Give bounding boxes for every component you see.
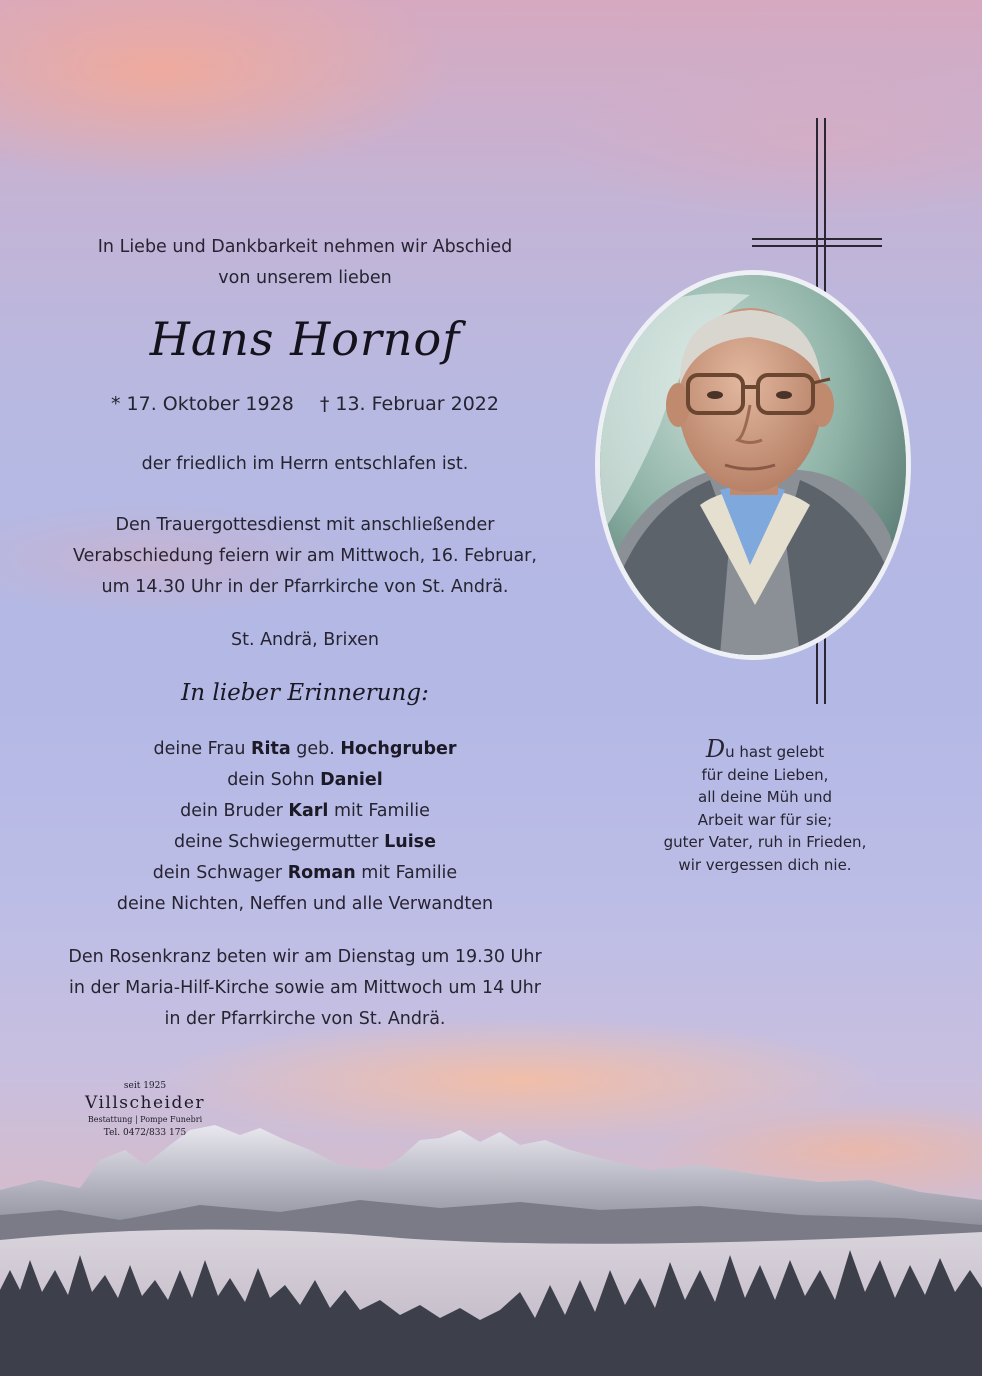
death-date: † 13. Februar 2022 — [319, 393, 499, 415]
cross-icon-bar — [752, 245, 882, 247]
intro-line-1: In Liebe und Dankbarkeit nehmen wir Abschied — [97, 237, 513, 257]
birth-date: * 17. Oktober 1928 — [111, 393, 294, 415]
memorial-poem — [630, 735, 900, 876]
poem-line-4: Arbeit war für sie; — [697, 810, 833, 829]
mourner-line: dein Bruder Karl mit Familie — [180, 801, 430, 821]
funeral-home-logo — [70, 1080, 220, 1140]
rosary-line-2: in der Maria-Hilf-Kirche sowie am Mittwoch um 14 Uhr — [69, 978, 541, 998]
rosary-line-3: in der Pfarrkirche von St. Andrä. — [164, 1009, 446, 1029]
logo-phone: Tel. 0472/833 175 — [103, 1128, 187, 1138]
portrait-photo — [595, 270, 911, 660]
poem-line-5: guter Vater, ruh in Frieden, — [663, 833, 867, 851]
intro-text — [60, 232, 550, 294]
life-dates — [60, 393, 550, 415]
service-line-2: Verabschiedung feiern wir am Mittwoch, 16. Februar, — [73, 546, 537, 566]
mourner-line: deine Frau Rita geb. Hochgruber — [153, 739, 457, 759]
passing-text: der friedlich im Herrn entschlafen ist. — [141, 454, 469, 474]
mourners-list — [40, 734, 570, 920]
mourner-line: deine Nichten, Neffen und alle Verwandten — [116, 894, 494, 914]
poem-line-2: für deine Lieben, — [701, 765, 829, 784]
mourner-line: deine Schwiegermutter Luise — [174, 832, 436, 852]
logo-brand: Villscheider — [84, 1093, 206, 1113]
poem-line-1: Du hast gelebt — [705, 735, 825, 763]
cross-icon-bar — [752, 238, 882, 240]
funeral-service-text — [40, 510, 570, 603]
remembrance-heading: In lieber Erinnerung: — [181, 680, 429, 706]
logo-since: seit 1925 — [123, 1081, 167, 1091]
portrait-illustration — [600, 275, 906, 655]
poem-line-3: all deine Müh und — [698, 788, 832, 806]
service-line-1: Den Trauergottesdienst mit anschließender — [115, 515, 495, 535]
mourner-line: dein Schwager Roman mit Familie — [152, 863, 458, 883]
poem-initial: D — [705, 735, 726, 763]
logo-subtitle: Bestattung | Pompe Funebri — [87, 1115, 203, 1124]
mountain-landscape — [0, 1120, 982, 1376]
place-text: St. Andrä, Brixen — [230, 630, 380, 650]
intro-line-2: von unserem lieben — [218, 268, 392, 288]
mourner-line: dein Sohn Daniel — [227, 770, 383, 790]
rosary-line-1: Den Rosenkranz beten wir am Dienstag um 19.30 Uhr — [68, 947, 542, 967]
poem-line-6: wir vergessen dich nie. — [678, 855, 852, 874]
deceased-name: Hans Hornof — [149, 312, 461, 366]
service-line-3: um 14.30 Uhr in der Pfarrkirche von St. Andrä. — [101, 577, 509, 597]
rosary-text — [40, 942, 570, 1035]
